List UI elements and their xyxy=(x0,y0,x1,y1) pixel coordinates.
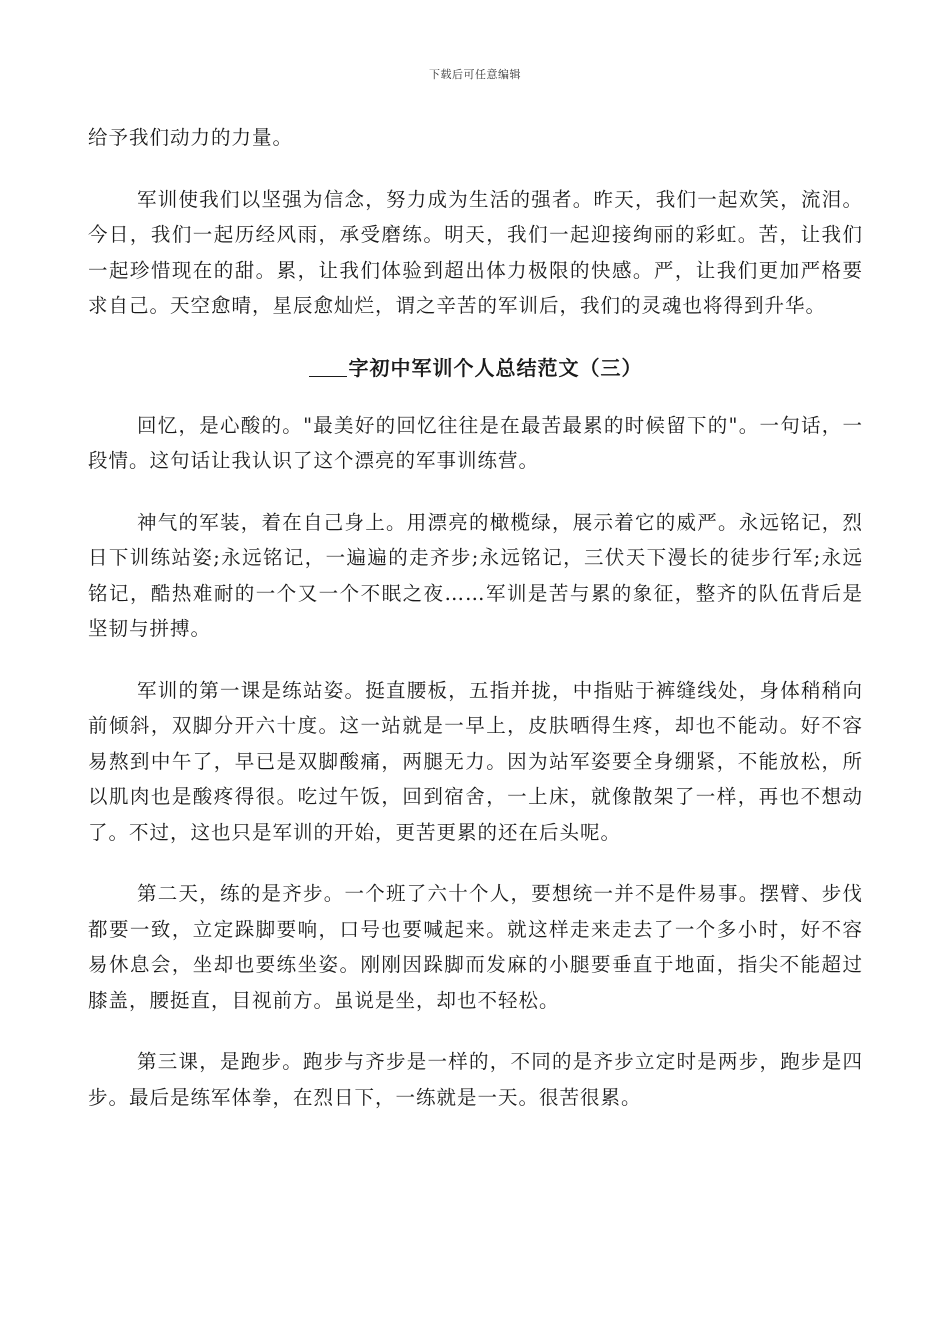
section-title xyxy=(88,350,863,386)
paragraph: 军训使我们以坚强为信念，努力成为生活的强者。昨天，我们一起欢笑，流泪。今日，我们一起历经风雨，承受磨练。明天，我们一起迎接绚丽的彩虹。苦，让我们一起珍惜现在的甜。累，让我们体验到超出体力极限的快感。严，让我们更加严格要求自己。天空愈晴，星辰愈灿烂，谓之辛苦的军训后，我们的灵魂也将得到升华。 xyxy=(88,187,863,317)
section-title-text: 字初中军训个人总结范文（三） xyxy=(348,355,643,380)
paragraph: 军训的第一课是练站姿。挺直腰板，五指并拢，中指贴于裤缝线处，身体稍稍向前倾斜，双脚分开六十度。这一站就是一早上，皮肤晒得生疼，却也不能动。好不容易熬到中午了，早已是双脚酸痛，两腿无力。因为站军姿要全身绷紧，不能放松，所以肌肉也是酸疼得很。吃过午饭，回到宿舍，一上床，就像散架了一样，再也不想动了。不过，这也只是军训的开始，更苦更累的还在后头呢。 xyxy=(88,678,863,844)
paragraph-continuation: 给予我们动力的力量。 xyxy=(88,126,294,149)
paragraph: 第二天，练的是齐步。一个班了六十个人，要想统一并不是件易事。摆臂、步伐都要一致，立定跺脚要响，口号也要喊起来。就这样走来走去了一个多小时，好不容易休息会，坐却也要练坐姿。刚刚因跺脚而发麻的小腿要垂直于地面，指尖不能超过膝盖，腰挺直，目视前方。虽说是坐，却也不轻松。 xyxy=(88,882,863,1012)
paragraph: 神气的军装，着在自己身上。用漂亮的橄榄绿，展示着它的威严。永远铭记，烈日下训练站姿;永远铭记，一遍遍的走齐步;永远铭记，三伏天下漫长的徒步行军;永远铭记，酷热难耐的一个又一个不眠之夜……军训是苦与累的象征，整齐的队伍背后是坚韧与拼搏。 xyxy=(88,510,863,640)
page-header: 下载后可任意编辑 xyxy=(429,68,521,81)
paragraph: 回忆，是心酸的。"最美好的回忆往往是在最苦最累的时候留下的"。一句话，一段情。这句话让我认识了这个漂亮的军事训练营。 xyxy=(88,413,863,472)
document-body xyxy=(88,120,863,1115)
title-blank-line xyxy=(309,358,347,377)
paragraph: 第三课，是跑步。跑步与齐步是一样的，不同的是齐步立定时是两步，跑步是四步。最后是练军体拳，在烈日下，一练就是一天。很苦很累。 xyxy=(88,1050,863,1109)
